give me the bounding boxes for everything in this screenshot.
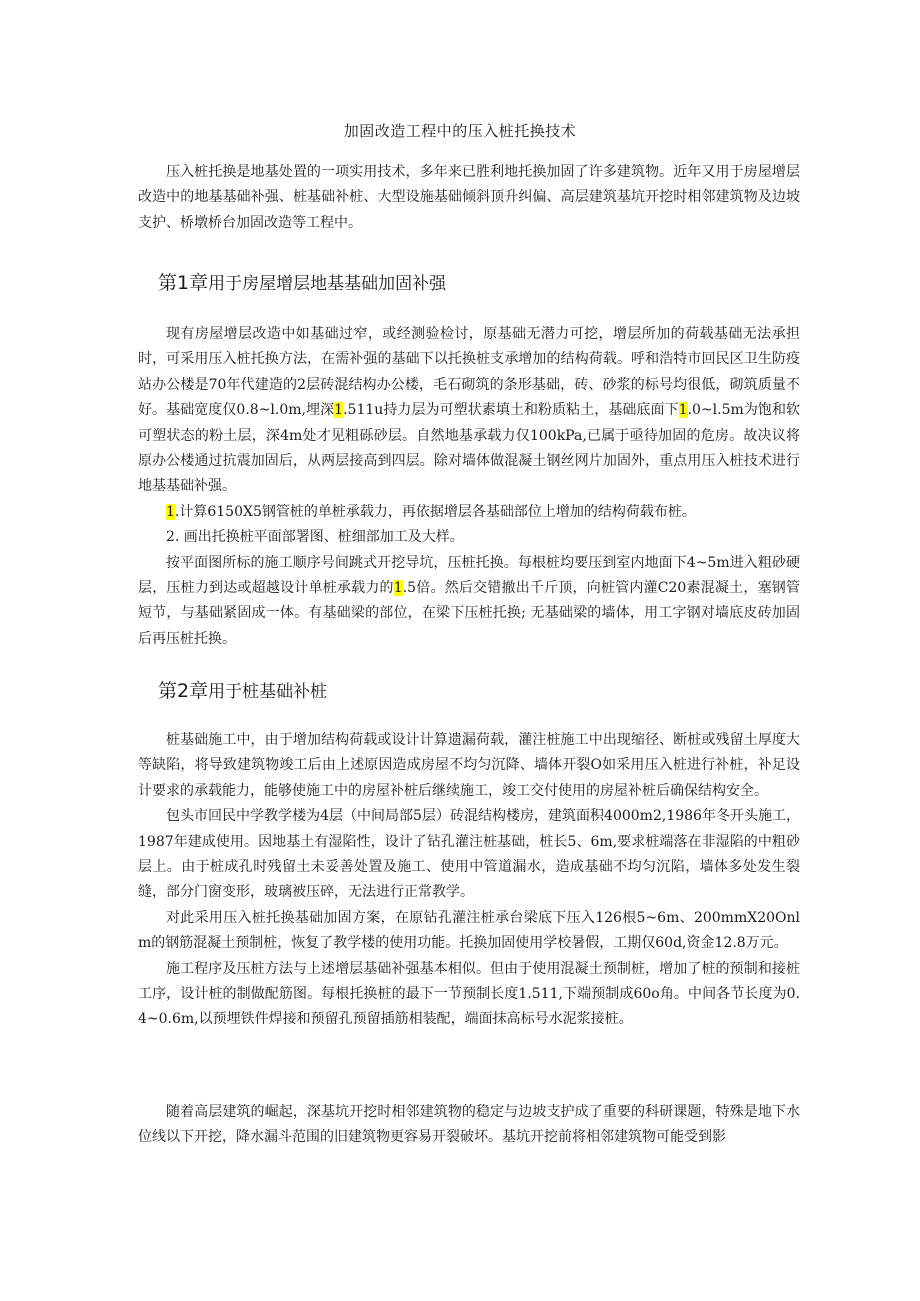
chapter-2-paragraph-3: 对此采用压入桩托换基础加固方案，在原钻孔灌注桩承台梁底下压入126根5~6m、200mmX20Onlm的钢筋混凝土预制桩，恢复了教学楼的使用功能。托换加固使用学校暑假，工期仅60d,资金12.8万元。: [138, 909, 800, 952]
highlight-mark: 1: [393, 580, 403, 597]
chapter-2-heading: [158, 676, 327, 703]
intro-paragraph-block: [138, 160, 800, 236]
chapter-1-title: 用于房屋增层地基基础加固补强: [208, 274, 447, 294]
chapter-1-heading: [158, 268, 446, 295]
chapter-2-body: [138, 728, 800, 1033]
chapter-2-paragraph-2: 包头市回民中学教学楼为4层（中间局部5层）砖混结构楼房，建筑面积4000m2,1986年冬开头施工，1987年建成使用。因地基土有湿陷性，设计了钻孔灌注桩基础，桩长5、6m,要求桩端落在非湿陷的中粗砂层上。由于桩成孔时残留土未妥善处置及施工、使用中管道漏水，造成基础不均匀沉陷，墙体多处发生裂缝，部分门窗变形，玻璃被压碎，无法进行正常教学。: [138, 808, 800, 901]
chapter-1-list-item-1: 1.计算6150X5钢管桩的单桩承载力，再依据增层各基础部位上增加的结构荷载布桩。: [166, 503, 696, 520]
chapter-2-paragraph-4: 施工程序及压桩方法与上述增层基础补强基本相似。但由于使用混凝土预制桩，增加了桩的预制和接桩工序，设计桩的制做配筋图。每根托换桩的最下一节预制长度1.511,下端预制成60o角。中间各节长度为0.4~0.6m,以预埋铁件焊接和预留孔预留插筋相装配，端面抹高标号水泥浆接桩。: [138, 960, 800, 1028]
highlight-mark: 1: [334, 402, 344, 419]
intro-paragraph: 压入桩托换是地基处置的一项实用技术，多年来已胜利地托换加固了许多建筑物。近年又用于房屋增层改造中的地基基础补强、桩基础补桩、大型设施基础倾斜顶升纠偏、高层建筑基坑开挖时相邻建筑物及边坡支护、桥墩桥台加固改造等工程中。: [138, 164, 800, 231]
chapter-2-paragraph-5: 随着高层建筑的崛起，深基坑开挖时相邻建筑物的稳定与边坡支护成了重要的科研课题，特殊是地下水位线以下开挖，降水漏斗范围的旧建筑物更容易开裂破坏。基坑开挖前将相邻建筑物可能受到影: [138, 1104, 800, 1146]
chapter-1-body: [138, 322, 800, 652]
chapter-1-list-item-2: 2. 画出托换桩平面部署图、桩细部加工及大样。: [166, 529, 464, 546]
chapter-1-number: 第1章: [158, 272, 209, 294]
chapter-2-paragraph-1: 桩基础施工中，由于增加结构荷载或设计计算遗漏荷载，灌注桩施工中出现缩径、断桩或残留土厚度大等缺陷，将导致建筑物竣工后由上述原因造成房屋不均匀沉降、墙体开裂O如采用压入桩进行补桩，补足设计要求的承载能力，能够使施工中的房屋补桩后继续施工，竣工交付使用的房屋补桩后确保结构安全。: [138, 732, 800, 799]
chapter-1-paragraph-1: 现有房屋增层改造中如基础过窄，或经测验检讨，原基础无潜力可挖，增层所加的荷载基础无法承担时，可采用压入桩托换方法，在需补强的基础下以托换桩支承增加的结构荷载。呼和浩特市回民区卫生防疫站办公楼是70年代建造的2层砖混结构办公楼，毛石砌筑的条形基础，砖、砂浆的标号均很低，砌筑质量不好。基础宽度仅0.8~l.0m,埋深1.511u持力层为可塑状素填土和粉质粘土，基础底面下1.0~l.5m为饱和软可塑状态的粉土层，深4m处才见粗砾砂层。自然地基承载力仅100kPa,已属于亟待加固的危房。故决议将原办公楼通过抗震加固后，从两层接高到四层。除对墙体做混凝土钢丝网片加固外，重点用压入桩技术进行地基基础补强。: [138, 326, 801, 495]
chapter-2-title: 用于桩基础补桩: [208, 682, 328, 702]
chapter-2-closing-block: [138, 1100, 800, 1151]
chapter-1-paragraph-2: 按平面图所标的施工顺序号间跳式开挖导坑，压桩托换。每根桩均要压到室内地面下4~5m进入粗砂硬层，压桩力到达或超越设计单桩承载力的1.5倍。然后交错撤出千斤顶，向桩管内灌C20素混凝土，塞钢管短节，与基础紧固成一体。有基础梁的部位，在梁下压桩托换; 无基础梁的墙体，用工字钢对墙底皮砖加固后再压桩托换。: [138, 554, 800, 647]
highlight-mark: 1: [166, 503, 175, 520]
highlight-mark: 1: [678, 402, 688, 419]
document-title: 加固改造工程中的压入桩托换技术: [343, 122, 577, 140]
chapter-2-number: 第2章: [158, 680, 209, 702]
